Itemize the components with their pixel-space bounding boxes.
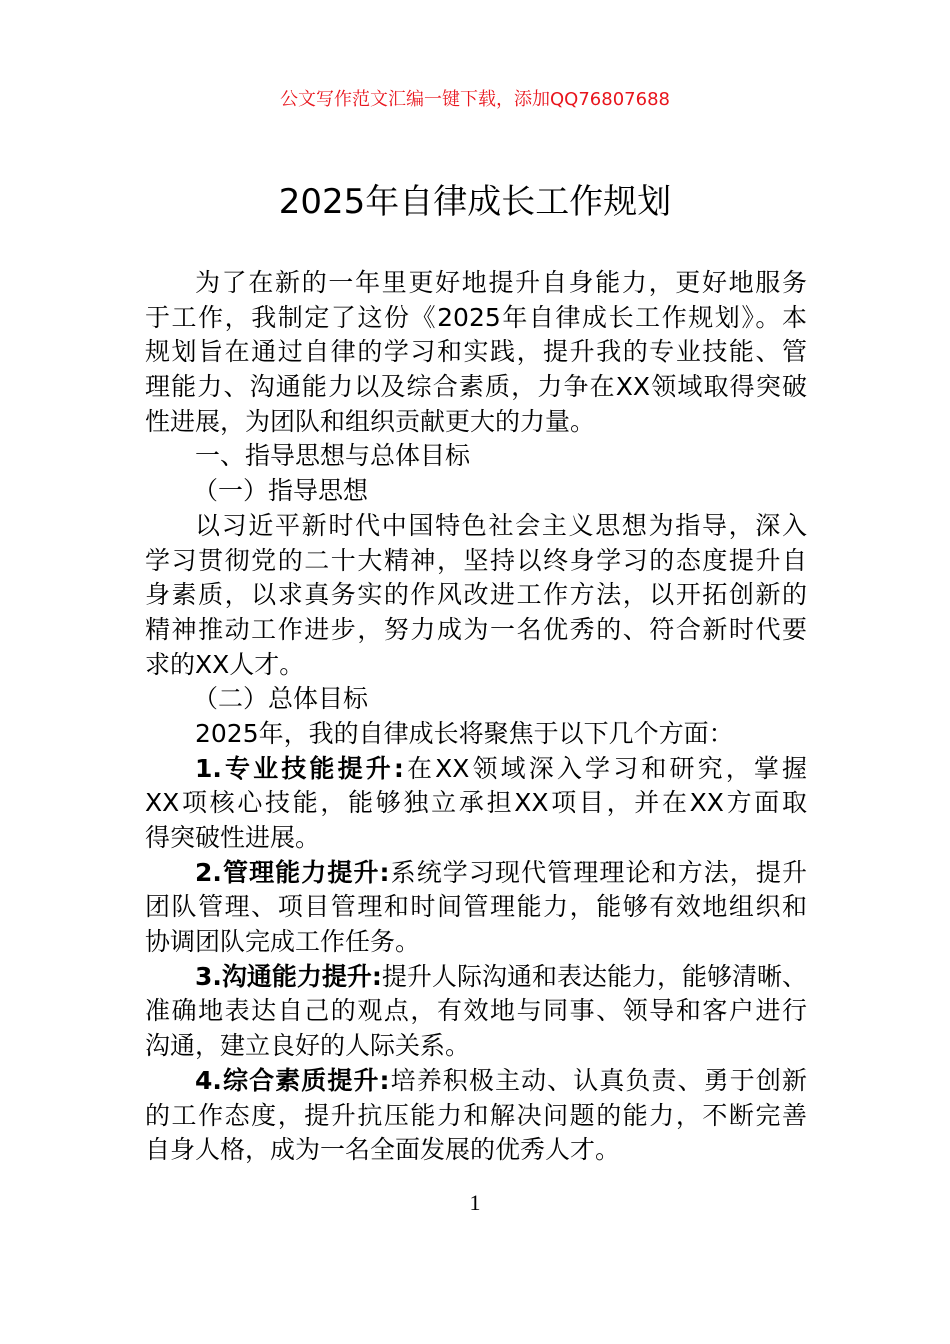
goal-text: 提升人际沟通和表达能力，能够清晰、 (381, 961, 807, 991)
goal-label: 2.管理能力提升: (195, 857, 390, 887)
document-title: 2025年自律成长工作规划 (278, 182, 672, 222)
text-line: 沟通，建立良好的人际关系。 (145, 1031, 471, 1061)
text-line (145, 960, 807, 995)
text-line (145, 1064, 807, 1099)
goal-text: 在XX领域深入学习和研究，掌握 (403, 753, 807, 783)
goal-item (145, 960, 807, 1064)
text-line: 团队管理、项目管理和时间管理能力，能够有效地组织和 (145, 892, 807, 922)
subsection-heading: （一）指导思想 (193, 476, 369, 506)
page-number: 1 (469, 1190, 481, 1215)
goal-item (145, 1064, 807, 1168)
text-line: 协调团队完成工作任务。 (145, 927, 421, 957)
text-line: 以习近平新时代中国特色社会主义思想为指导，深入 (195, 510, 807, 540)
goal-label: 3.沟通能力提升: (195, 961, 382, 991)
goal-text: 系统学习现代管理理论和方法，提升 (389, 857, 807, 887)
intro-paragraph (145, 266, 807, 439)
text-line: 学习贯彻党的二十大精神，坚持以终身学习的态度提升自 (145, 545, 807, 575)
text-line: 的工作态度，提升抗压能力和解决问题的能力，不断完善 (145, 1100, 807, 1130)
goal-text: 培养积极主动、认真负责、勇于创新 (389, 1065, 807, 1095)
download-promo-link[interactable]: 公文写作范文汇编一键下载，添加QQ76807688 (280, 89, 670, 110)
text-line: 规划旨在通过自律的学习和实践，提升我的专业技能、管 (145, 337, 807, 367)
text-line: 得突破性进展。 (145, 823, 321, 852)
text-line: 性进展，为团队和组织贡献更大的力量。 (145, 406, 596, 436)
section-heading: 一、指导思想与总体目标 (195, 441, 471, 471)
goal-item (145, 856, 807, 960)
text-line: XX项核心技能，能够独立承担XX项目，并在XX方面取 (145, 788, 807, 818)
text-line: 身素质，以求真务实的作风改进工作方法，以开拓创新的 (145, 580, 807, 610)
guiding-paragraph (145, 509, 807, 682)
goal-item (145, 752, 807, 856)
document-body (145, 266, 807, 1168)
text-line: 为了在新的一年里更好地提升自身能力，更好地服务 (195, 268, 807, 297)
text-line: 求的XX人才。 (145, 649, 305, 679)
text-line (145, 752, 807, 787)
text-line: 准确地表达自己的观点，有效地与同事、领导和客户进行 (145, 996, 807, 1026)
goal-label: 4.综合素质提升: (195, 1065, 390, 1095)
text-line: 自身人格，成为一名全面发展的优秀人才。 (145, 1135, 621, 1165)
text-line: 于工作，我制定了这份《2025年自律成长工作规划》。本 (145, 302, 807, 332)
text-line (145, 856, 807, 891)
goals-intro: 2025年，我的自律成长将聚焦于以下几个方面： (195, 718, 734, 748)
text-line: 精神推动工作进步，努力成为一名优秀的、符合新时代要 (145, 614, 807, 644)
subsection-heading: （二）总体目标 (193, 684, 369, 714)
goal-label: 1.专业技能提升: (195, 753, 404, 783)
text-line: 理能力、沟通能力以及综合素质，力争在XX领域取得突破 (145, 372, 807, 402)
